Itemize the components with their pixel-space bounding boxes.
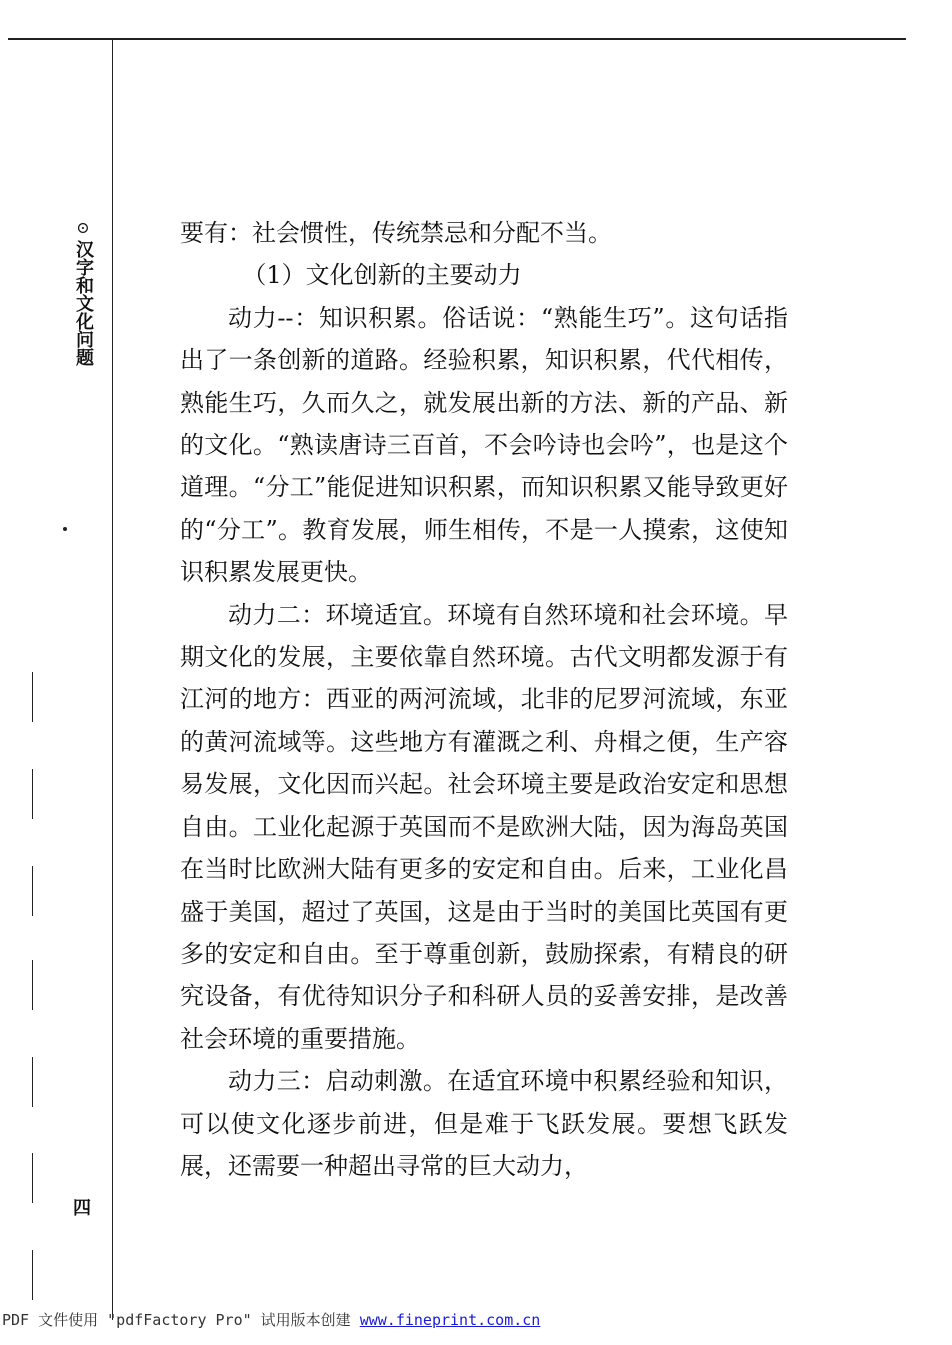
side-mark	[32, 1250, 33, 1300]
top-rule	[8, 38, 906, 40]
side-mark	[32, 1057, 33, 1107]
side-mark	[32, 866, 33, 916]
paragraph: 动力--：知识积累。俗话说：“熟能生巧”。这句话指出了一条创新的道路。经验积累，知识积累，代代相传，熟能生巧，久而久之，就发展出新的方法、新的产品、新的文化。“熟读唐诗三百首，不会吟诗也会吟”，也是这个道理。“分工”能促进知识积累，而知识积累又能导致更好的“分工”。教育发展，师生相传，不是一人摸索，这使知识积累发展更快。	[180, 303, 788, 587]
running-head-mark-icon: ⊙	[76, 218, 90, 237]
side-mark	[32, 672, 33, 722]
paragraph: 动力三：启动刺激。在适宜环境中积累经验和知识，可以使文化逐步前进，但是难于飞跃发展。要想飞跃发展，还需要一种超出寻常的巨大动力，	[180, 1067, 788, 1180]
footer-text: PDF 文件使用 "pdfFactory Pro" 试用版本创建	[2, 1311, 360, 1329]
running-head-title: 汉字和文化问题	[73, 240, 94, 366]
paragraph: 动力二：环境适宜。环境有自然环境和社会环境。早期文化的发展，主要依靠自然环境。古代文明都发源于有江河的地方：西亚的两河流域，北非的尼罗河流域，东亚的黄河流域等。这些地方有灌溉之利、舟楫之便，生产容易发展，文化因而兴起。社会环境主要是政治安定和思想自由。工业化起源于英国而不是欧洲大陆，因为海岛英国在当时比欧洲大陆有更多的安定和自由。后来，工业化昌盛于美国，超过了英国，这是由于当时的美国比英国有更多的安定和自由。至于尊重创新，鼓励探索，有精良的研究设备，有优待知识分子和科研人员的妥善安排，是改善社会环境的重要措施。	[180, 600, 788, 1053]
section-heading: （1）文化创新的主要动力	[242, 261, 522, 290]
footer-link[interactable]: www.fineprint.com.cn	[359, 1311, 541, 1329]
side-mark	[32, 769, 33, 819]
stray-dot	[63, 527, 67, 531]
body-text	[180, 212, 788, 1187]
opening-line: 要有：社会惯性，传统禁忌和分配不当。	[180, 219, 612, 247]
pdf-footer	[2, 1309, 540, 1330]
margin-rule	[112, 40, 113, 1320]
side-mark	[32, 1153, 33, 1203]
side-mark	[32, 960, 33, 1010]
page-number: 四	[73, 1198, 91, 1219]
